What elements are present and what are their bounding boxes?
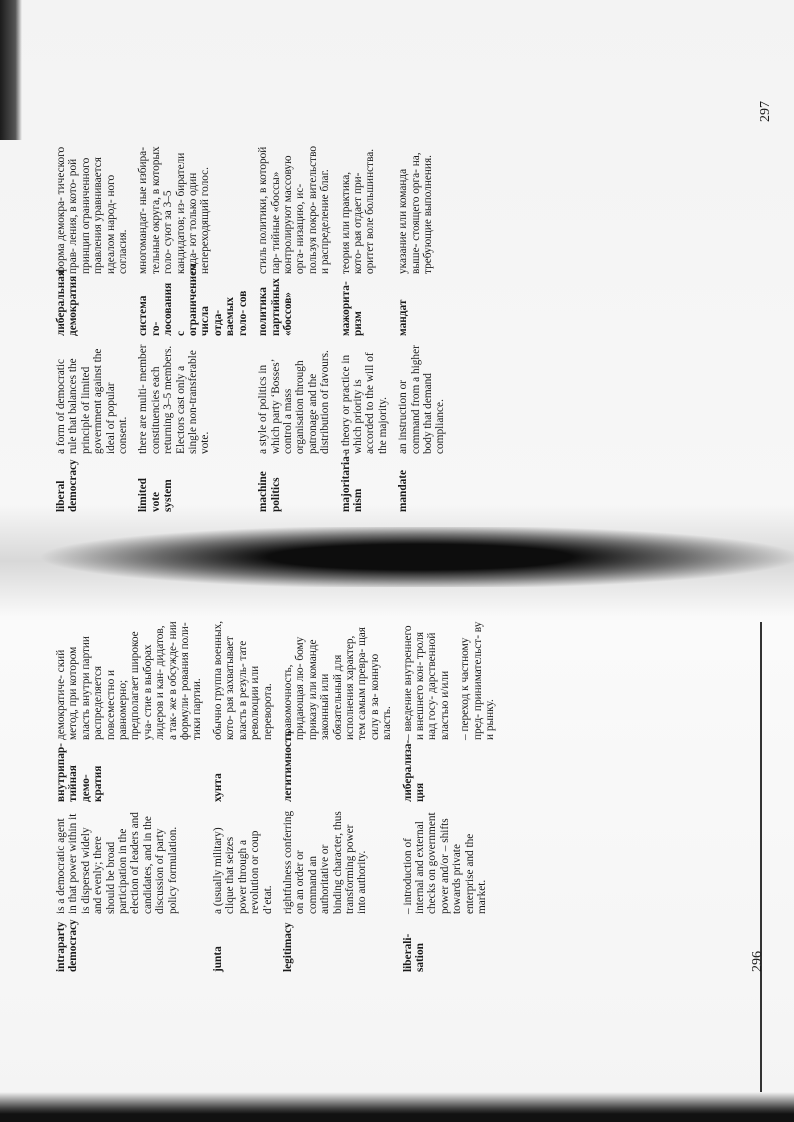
glossary-entry-intraparty-democracy bbox=[55, 582, 204, 972]
russian-term: либеральная демократия bbox=[55, 270, 80, 336]
book-spine-shadow bbox=[0, 527, 794, 587]
russian-term: мандат bbox=[397, 299, 410, 336]
glossary-entry-liberal-democracy bbox=[55, 102, 129, 512]
english-definition: a (usually military) clique that seizes power through a revolution or coup d’etat. bbox=[211, 827, 274, 914]
russian-definition: форма демокра- тического прав- ления, в кото- рой принцип ограниченного правления уравнивается идеалом народ- ного согласия. bbox=[55, 146, 130, 274]
scan-edge-shadow bbox=[0, 1092, 794, 1122]
russian-term: система го- лосования с ограничением числа отда- ваемых голо- сов bbox=[137, 263, 249, 336]
english-definition: a style of politics in which party ‘Bosses’ control a mass organisation through patronage and the distribution of favours. bbox=[257, 350, 332, 454]
glossary-entry-liberalisation bbox=[402, 582, 497, 972]
english-definition: a form of democratic rule that balances the principle of limited government against the ideal of popular consent. bbox=[55, 348, 130, 454]
english-definition: is a democratic agent in that power within it is dispersed widely and evenly; there should be broad participation in the election of leaders and candidates, and in the discussion of party policy formulation. bbox=[55, 812, 179, 914]
russian-definition: указание или команда выше- стоящего орга- на, требующие выполнения. bbox=[397, 152, 434, 274]
glossary-entry-junta bbox=[212, 582, 274, 972]
russian-definition: многомандат- ные избира- тельные округа, в которых голо- суют за 3–5 кандидатов; из- биратели отда- ют только один непереходящий голос. bbox=[137, 146, 212, 274]
right-page bbox=[55, 102, 755, 512]
russian-definition-block bbox=[402, 620, 497, 740]
russian-term: хунта bbox=[211, 773, 224, 802]
term: limited vote system bbox=[137, 478, 175, 512]
term: intraparty democracy bbox=[55, 919, 80, 972]
left-page bbox=[55, 582, 755, 972]
english-definition: there are multi- member constituencies each returning 3–5 members. Electors cast only a single non-transferable vote. bbox=[137, 344, 212, 454]
glossary-entry-legitimacy bbox=[282, 582, 394, 972]
english-definition: a theory or practice in which priority is accorded to the will of the majority. bbox=[339, 352, 389, 454]
term: mandate bbox=[397, 469, 410, 512]
term: liberal democracy bbox=[55, 459, 80, 512]
russian-term: внутрипар- тийная демо- кратия bbox=[55, 743, 105, 802]
page-number-left: 296 bbox=[750, 951, 765, 972]
russian-definition: правомочность, придающая лю- бому приказу или команде законный или обязательный для исполнения характер, тем самым превра- щая силу в за- конную власть. bbox=[281, 626, 394, 740]
english-definition: rightfulness conferring on an order or command an authoritative or binding character, thus transforming power into authority. bbox=[281, 810, 369, 914]
english-definition: – introduction of internal and external checks on government power and/or – shifts towards private enterprise and the market. bbox=[401, 812, 488, 914]
glossary-entry-machine-politics bbox=[257, 102, 331, 512]
glossary-entry-mandate bbox=[397, 102, 447, 512]
english-definition: an instruction or command from a higher body that demand compliance. bbox=[397, 345, 447, 454]
russian-definition-continued: – переход к частному пред- принимательст- ву и рынку. bbox=[459, 621, 496, 740]
russian-definition: – введение внутреннего и внешнего кон- троля над госу- дарственной властью и/или bbox=[401, 625, 451, 740]
russian-term: либерализа- ция bbox=[401, 739, 426, 802]
scan-line bbox=[760, 622, 762, 1092]
glossary-entry-majoritarianism bbox=[340, 102, 390, 512]
term: majoritaria- nism bbox=[339, 452, 364, 512]
term: liberali- sation bbox=[401, 933, 426, 972]
term: legitimacy bbox=[281, 922, 294, 972]
russian-definition: стиль политики, в которой пар- тийные «боссы» контролируют массовую орга- низацию, ис- пользуя покро- вительство и распределение благ. bbox=[257, 146, 332, 274]
term: junta bbox=[211, 946, 224, 972]
page-number-right: 297 bbox=[758, 101, 773, 122]
scan-corner-shadow bbox=[0, 0, 22, 140]
russian-definition: демократиче- ский метод, при котором власть внутри партии распределяется повсеместно и равномерно; предполагает широкое уча- стие в выборах лидеров и кан- дидатов, а так- же в обсужде- нии формули- рования поли- тики партии. bbox=[55, 621, 204, 740]
russian-definition: обычно группа военных, кото- рая захватывает власть в резуль- тате революции или переворота. bbox=[211, 620, 274, 740]
russian-definition: теория или практика, кото- рая отдает при- оритет воле большинства. bbox=[339, 148, 377, 274]
glossary-entry-limited-vote-system bbox=[137, 102, 249, 512]
term: machine politics bbox=[257, 471, 282, 512]
russian-term: легитимность bbox=[281, 730, 294, 802]
russian-term: мажорита- ризм bbox=[339, 281, 364, 336]
russian-term: политика партийных «боссов» bbox=[257, 278, 294, 336]
